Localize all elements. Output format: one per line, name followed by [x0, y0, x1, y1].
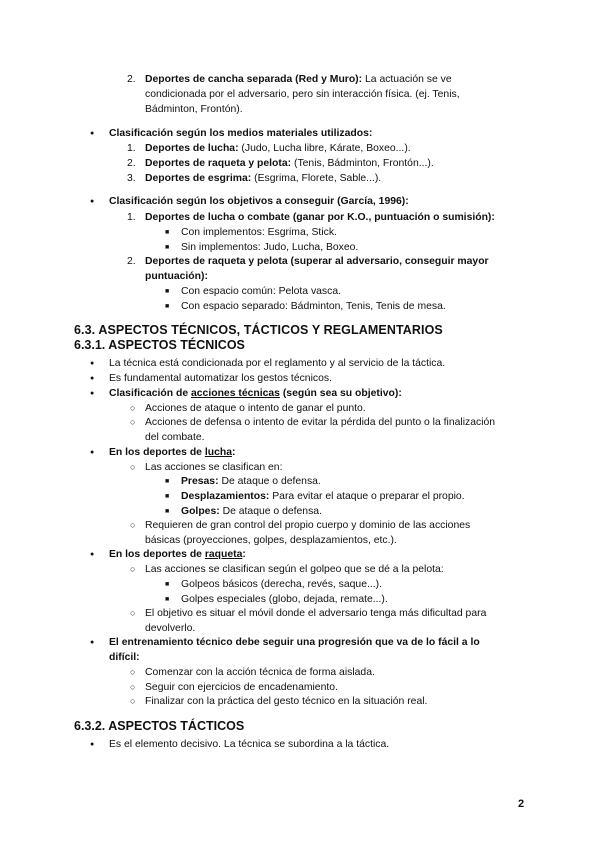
sub-sub-item: ■ Golpes especiales (globo, dejada, remate...). — [181, 592, 388, 607]
list-item: Deportes de lucha: (Judo, Lucha libre, Kárate, Boxeo...). — [145, 143, 411, 154]
sub-sub-item: ■ Desplazamientos: Para evitar el ataque o preparar el propio. — [181, 489, 465, 504]
sub-item: ○ Las acciones se clasifican según el golpeo que se dé a la pelota: — [145, 562, 444, 577]
bullet-item: ● En los deportes de raqueta: — [109, 547, 246, 562]
sub-item: ○ Acciones de ataque o intento de ganar el punto. — [145, 401, 366, 416]
bullet-item: ● Es el elemento decisivo. La técnica se subordina a la táctica. — [109, 737, 389, 752]
list-number: 1. — [127, 212, 136, 223]
text-line: puntuación): — [145, 271, 208, 282]
sub-item: ■ Con espacio común: Pelota vasca. — [181, 284, 341, 299]
list-number: 3. — [127, 173, 136, 184]
list-item: Deportes de raqueta y pelota (superar al adversario, conseguir mayor — [145, 256, 489, 267]
text-line: Bádminton, Frontón). — [145, 104, 243, 115]
list-number: 2. — [127, 158, 136, 169]
bullet-item: ● Clasificación según los objetivos a conseguir (García, 1996): — [109, 194, 409, 209]
sub-item: ○ El objetivo es situar el móvil donde el adversario tenga más dificultad para — [145, 606, 486, 621]
text-line: devolverlo. — [145, 623, 196, 634]
sub-item: ○ Comenzar con la acción técnica de forma aislada. — [145, 665, 375, 680]
bullet-item: ● Clasificación de acciones técnicas (según sea su objetivo): — [109, 386, 402, 401]
bullet-item: ● Clasificación según los medios materiales utilizados: — [109, 126, 372, 141]
list-item: Deportes de raqueta y pelota: (Tenis, Bádminton, Frontón...). — [145, 158, 434, 169]
text-line: del combate. — [145, 432, 205, 443]
bullet-item: ● El entrenamiento técnico debe seguir una progresión que va de lo fácil a lo — [109, 635, 480, 650]
text-line: básicas (proyecciones, golpes, desplazamientos, etc.). — [145, 535, 397, 546]
page-number: 2 — [518, 798, 525, 810]
sub-item: ○ Requieren de gran control del propio cuerpo y dominio de las acciones — [145, 518, 470, 533]
sub-item: ○ Las acciones se clasifican en: — [145, 460, 282, 475]
bullet-item: ● En los deportes de lucha: — [109, 445, 235, 460]
sub-item: ■ Con implementos: Esgrima, Stick. — [181, 225, 337, 240]
bullet-item: ● Es fundamental automatizar los gestos técnicos. — [109, 371, 332, 386]
sub-item: ○ Finalizar con la práctica del gesto técnico en la situación real. — [145, 694, 427, 709]
list-item: Deportes de lucha o combate (ganar por K.O., puntuación o sumisión): — [145, 212, 495, 223]
list-item: Deportes de esgrima: (Esgrima, Florete, Sable...). — [145, 173, 382, 184]
sub-item: ○ Acciones de defensa o intento de evitar la pérdida del punto o la finalización — [145, 415, 495, 430]
list-number: 1. — [127, 143, 136, 154]
subsection-heading: 6.3.1. ASPECTOS TÉCNICOS — [74, 338, 245, 352]
list-number: 2. — [127, 256, 136, 267]
sub-item: ■ Sin implementos: Judo, Lucha, Boxeo. — [181, 240, 358, 255]
list-item: Deportes de cancha separada (Red y Muro): La actuación se ve — [145, 74, 452, 85]
text-line: condicionada por el adversario, pero sin interacción física. (ej. Tenis, — [145, 89, 460, 100]
sub-sub-item: ■ Golpes: De ataque o defensa. — [181, 504, 322, 519]
text-line: difícil: — [109, 652, 140, 663]
sub-item: ○ Seguir con ejercicios de encadenamiento. — [145, 680, 338, 695]
bullet-item: ● La técnica está condicionada por el reglamento y al servicio de la táctica. — [109, 356, 445, 371]
section-heading: 6.3. ASPECTOS TÉCNICOS, TÁCTICOS Y REGLAMENTARIOS — [74, 323, 443, 337]
list-number: 2. — [127, 74, 136, 85]
subsection-heading: 6.3.2. ASPECTOS TÁCTICOS — [74, 719, 245, 733]
sub-item: ■ Con espacio separado: Bádminton, Tenis, Tenis de mesa. — [181, 299, 446, 314]
sub-sub-item: ■ Presas: De ataque o defensa. — [181, 474, 321, 489]
sub-sub-item: ■ Golpeos básicos (derecha, revés, saque...). — [181, 577, 382, 592]
